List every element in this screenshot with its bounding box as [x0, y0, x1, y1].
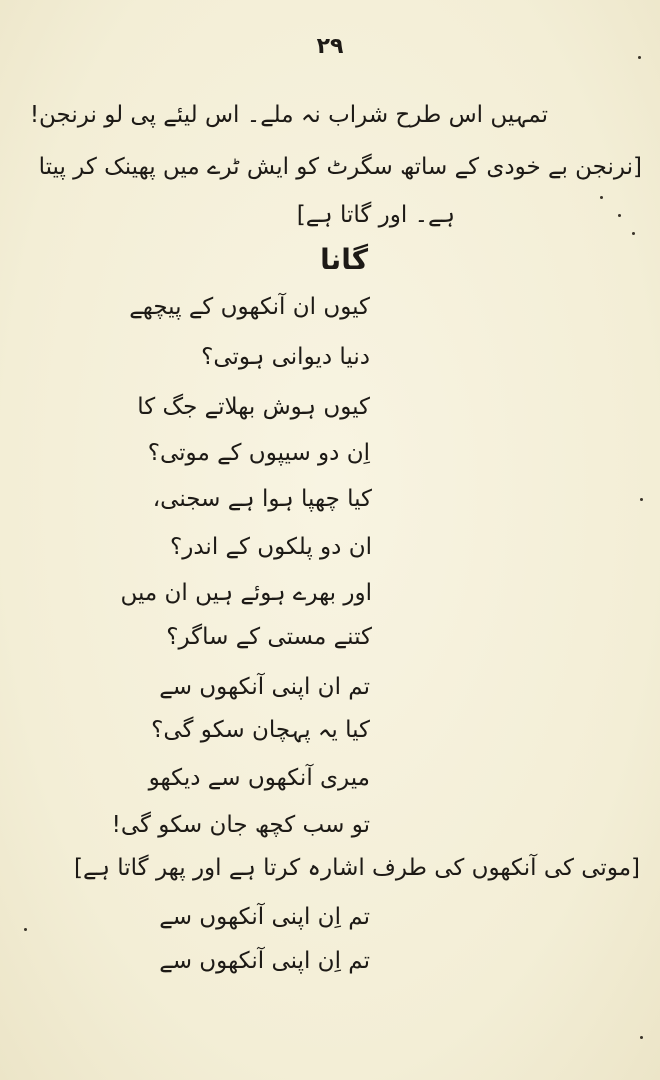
verse-line-7: اور بھرے ہوئے ہیں ان میں — [120, 580, 372, 606]
text-line-3: ہے۔ اور گاتا ہے] — [296, 202, 455, 228]
verse-line-10: کیا یہ پہچان سکو گی؟ — [151, 717, 370, 743]
verse-line-14: تم اِن اپنی آنکھوں سے — [159, 948, 370, 974]
paper-speck — [640, 1036, 643, 1039]
verse-line-3: کیوں ہوش بھلاتے جگ کا — [137, 394, 370, 420]
verse-line-12: تو سب کچھ جان سکو گی! — [111, 812, 370, 838]
paper-speck — [600, 196, 603, 199]
song-heading: گانا — [320, 243, 368, 276]
paper-speck — [638, 56, 641, 59]
verse-line-2: دنیا دیوانی ہوتی؟ — [201, 344, 370, 370]
verse-line-9: تم ان اپنی آنکھوں سے — [159, 674, 370, 700]
stage-direction: [موتی کی آنکھوں کی طرف اشارہ کرتا ہے اور پھر گاتا ہے] — [74, 855, 640, 881]
paper-speck — [632, 232, 635, 235]
verse-line-8: کتنے مستی کے ساگر؟ — [166, 624, 372, 650]
verse-line-1: کیوں ان آنکھوں کے پیچھے — [129, 294, 370, 320]
paper-speck — [640, 498, 643, 501]
verse-line-13: تم اِن اپنی آنکھوں سے — [159, 904, 370, 930]
verse-line-5: کیا چھپا ہوا ہے سجنی، — [152, 486, 372, 512]
verse-line-6: ان دو پلکوں کے اندر؟ — [170, 534, 372, 560]
text-line-2: [نرنجن بے خودی کے ساتھ سگرٹ کو ایش ٹرے میں پھینک کر پیتا — [38, 154, 642, 180]
text-line-1: تمہیں اس طرح شراب نہ ملے۔ اس لیئے پی لو نرنجن! — [29, 102, 548, 128]
verse-line-11: میری آنکھوں سے دیکھو — [148, 765, 370, 791]
paper-speck — [24, 928, 27, 931]
verse-line-4: اِن دو سیپوں کے موتی؟ — [147, 440, 370, 466]
page-number: ۲۹ — [316, 34, 344, 59]
paper-speck — [618, 214, 621, 217]
